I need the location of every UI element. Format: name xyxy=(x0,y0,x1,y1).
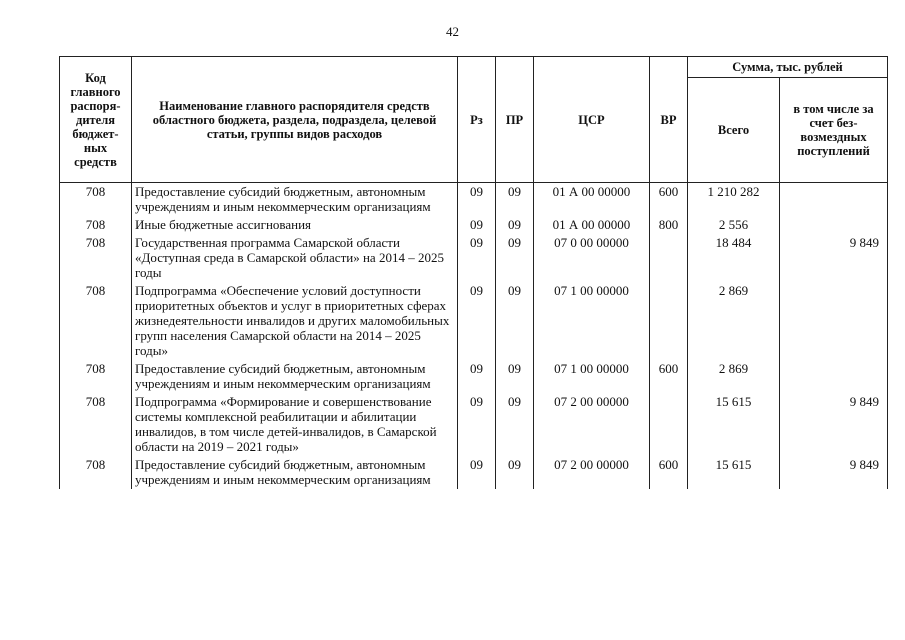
cell-total: 2 556 xyxy=(688,216,780,234)
cell-code: 708 xyxy=(60,234,132,282)
page-number: 42 xyxy=(446,24,459,39)
cell-code: 708 xyxy=(60,183,132,217)
cell-pr: 09 xyxy=(496,393,534,456)
table-row xyxy=(60,216,888,234)
cell-code: 708 xyxy=(60,360,132,393)
cell-vr xyxy=(650,393,688,456)
cell-total: 15 615 xyxy=(688,393,780,456)
cell-name: Предоставление субсидий бюджетным, автономным учреждениям и иным некоммерческим организациям xyxy=(132,456,458,489)
header-code: Код главного распоря-дителя бюджет-ных средств xyxy=(60,57,132,183)
cell-rz: 09 xyxy=(458,360,496,393)
cell-code: 708 xyxy=(60,216,132,234)
cell-free xyxy=(780,282,888,360)
header-vr: ВР xyxy=(650,57,688,183)
cell-name: Предоставление субсидий бюджетным, автономным учреждениям и иным некоммерческим организациям xyxy=(132,183,458,217)
cell-rz: 09 xyxy=(458,216,496,234)
cell-code: 708 xyxy=(60,393,132,456)
table-row xyxy=(60,393,888,456)
cell-csr: 07 0 00 00000 xyxy=(534,234,650,282)
table-row xyxy=(60,456,888,489)
header-free: в том числе за счет без-возмездных поступлений xyxy=(780,78,888,183)
table-row xyxy=(60,360,888,393)
cell-pr: 09 xyxy=(496,216,534,234)
cell-rz: 09 xyxy=(458,282,496,360)
cell-name: Подпрограмма «Обеспечение условий доступности приоритетных объектов и услуг в приоритетных сферах жизнедеятельности инвалидов и других маломобильных групп населения Самарской области на 2014 – 2025 годы» xyxy=(132,282,458,360)
header-name: Наименование главного распорядителя средств областного бюджета, раздела, подраздела, целевой статьи, группы видов расходов xyxy=(132,57,458,183)
cell-rz: 09 xyxy=(458,393,496,456)
cell-csr: 07 1 00 00000 xyxy=(534,360,650,393)
cell-name: Иные бюджетные ассигнования xyxy=(132,216,458,234)
cell-pr: 09 xyxy=(496,360,534,393)
cell-name: Подпрограмма «Формирование и совершенствование системы комплексной реабилитации и абилитации инвалидов, в том числе детей-инвалидов, в Самарской области на 2019 – 2021 годы» xyxy=(132,393,458,456)
cell-rz: 09 xyxy=(458,234,496,282)
header-pr: ПР xyxy=(496,57,534,183)
header-csr: ЦСР xyxy=(534,57,650,183)
cell-total: 18 484 xyxy=(688,234,780,282)
cell-free xyxy=(780,183,888,217)
cell-name: Предоставление субсидий бюджетным, автономным учреждениям и иным некоммерческим организациям xyxy=(132,360,458,393)
cell-csr: 07 1 00 00000 xyxy=(534,282,650,360)
cell-pr: 09 xyxy=(496,456,534,489)
cell-pr: 09 xyxy=(496,282,534,360)
cell-pr: 09 xyxy=(496,183,534,217)
cell-free: 9 849 xyxy=(780,456,888,489)
cell-code: 708 xyxy=(60,282,132,360)
header-rz: Рз xyxy=(458,57,496,183)
cell-total: 2 869 xyxy=(688,282,780,360)
cell-free: 9 849 xyxy=(780,234,888,282)
cell-total: 15 615 xyxy=(688,456,780,489)
cell-csr: 07 2 00 00000 xyxy=(534,456,650,489)
cell-vr: 600 xyxy=(650,360,688,393)
cell-vr: 800 xyxy=(650,216,688,234)
cell-rz: 09 xyxy=(458,456,496,489)
cell-vr xyxy=(650,234,688,282)
budget-table xyxy=(59,56,888,489)
cell-free: 9 849 xyxy=(780,393,888,456)
cell-free xyxy=(780,360,888,393)
cell-csr: 01 А 00 00000 xyxy=(534,183,650,217)
cell-vr xyxy=(650,282,688,360)
table-row xyxy=(60,234,888,282)
table-row xyxy=(60,183,888,217)
cell-vr: 600 xyxy=(650,456,688,489)
cell-total: 2 869 xyxy=(688,360,780,393)
cell-code: 708 xyxy=(60,456,132,489)
table-body xyxy=(60,183,888,490)
cell-rz: 09 xyxy=(458,183,496,217)
cell-pr: 09 xyxy=(496,234,534,282)
cell-csr: 01 А 00 00000 xyxy=(534,216,650,234)
cell-vr: 600 xyxy=(650,183,688,217)
table-row xyxy=(60,282,888,360)
table-header xyxy=(60,57,888,183)
header-sum: Сумма, тыс. рублей xyxy=(688,57,888,78)
cell-free xyxy=(780,216,888,234)
cell-name: Государственная программа Самарской области «Доступная среда в Самарской области» на 2014 – 2025 годы xyxy=(132,234,458,282)
header-total: Всего xyxy=(688,78,780,183)
cell-total: 1 210 282 xyxy=(688,183,780,217)
cell-csr: 07 2 00 00000 xyxy=(534,393,650,456)
